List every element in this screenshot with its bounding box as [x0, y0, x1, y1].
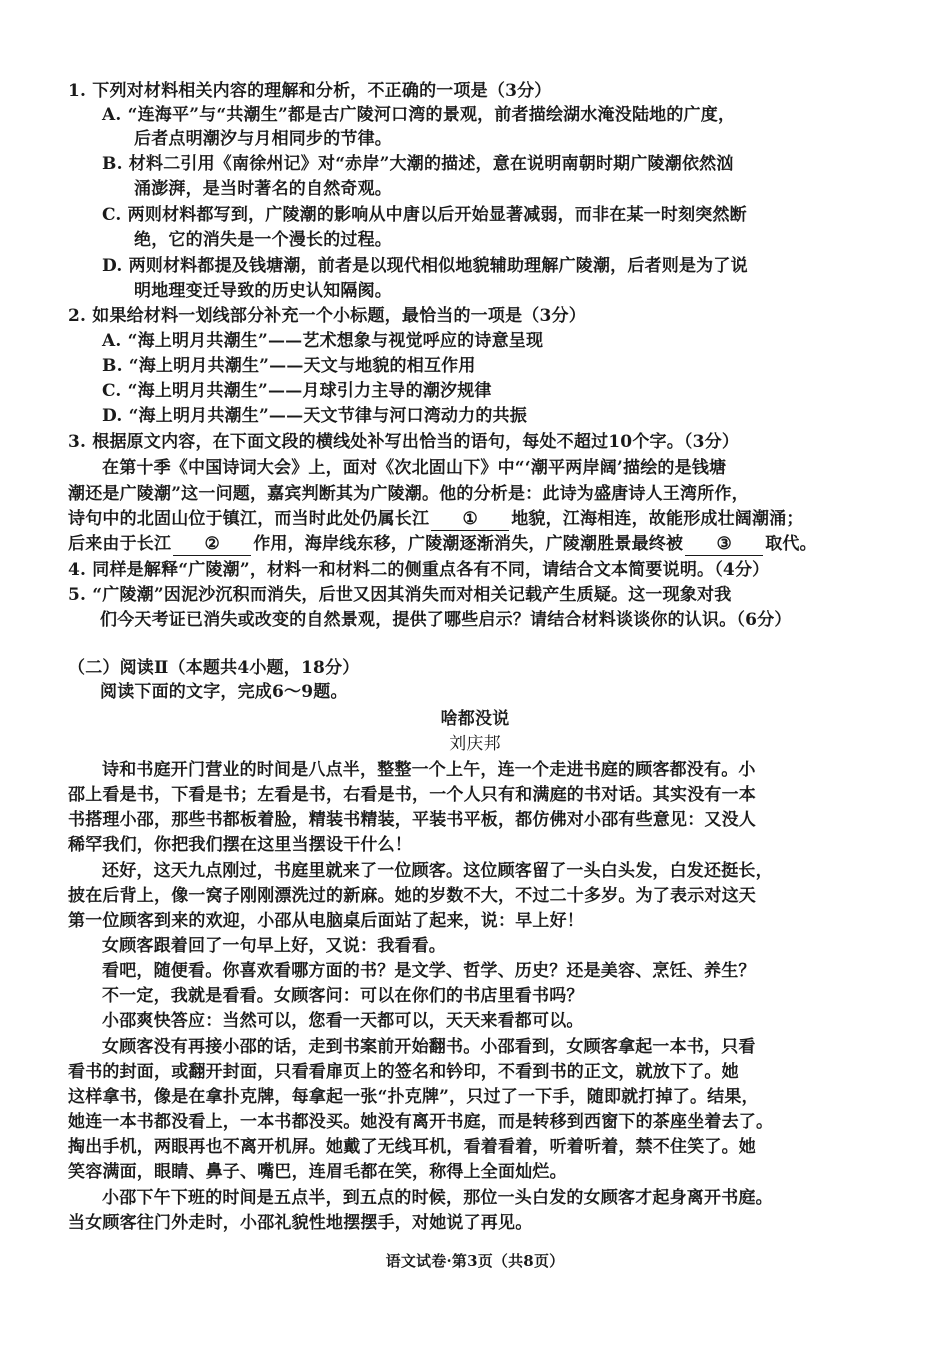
q3-blank-2: ②	[173, 533, 251, 556]
q3-passage-line2: 潮还是广陵潮”这一问题，嘉宾判断其为广陵潮。他的分析是：此诗为盛唐诗人王湾所作，	[68, 484, 749, 504]
story-line: 邵上看是书，下看是书；左看是书，右看是书，一个人只有和满庭的书对话。其实没有一本	[68, 785, 756, 805]
q2-option-c: C. “海上明月共潮生”——月球引力主导的潮汐规律	[102, 381, 492, 401]
story-line: 还好，这天九点刚过，书庭里就来了一位顾客。这位顾客留了一头白头发，白发还挺长，	[102, 861, 773, 881]
story-line: 女顾客没有再接小邵的话，走到书案前开始翻书。小邵看到，女顾客拿起一本书，只看	[102, 1037, 756, 1057]
q2-option-b: B. “海上明月共潮生”——天文与地貌的相互作用	[102, 356, 476, 376]
story-line: 笑容满面，眼睛、鼻子、嘴巴，连眉毛都在笑，称得上全面灿烂。	[68, 1162, 567, 1182]
q1-option-b-line2: 涌澎湃，是当时著名的自然奇观。	[134, 179, 392, 199]
q3-passage-line4-post: 取代。	[765, 534, 817, 554]
q3-passage-line3-pre: 诗句中的北固山位于镇江，而当时此处仍属长江	[68, 509, 430, 529]
story-line: 小邵下午下班的时间是五点半，到五点的时候，那位一头白发的女顾客才起身离开书庭。	[102, 1188, 773, 1208]
q3-stem: 3. 根据原文内容，在下面文段的横线处补写出恰当的语句，每处不超过10个字。（3分）	[68, 432, 740, 452]
q5-stem-line1: 5. “广陵潮”因泥沙沉积而消失，后世又因其消失而对相关记载产生质疑。这一现象对我	[68, 585, 732, 605]
story-line: 第一位顾客到来的欢迎，小邵从电脑桌后面站了起来，说：早上好！	[68, 911, 584, 931]
q3-passage-line1: 在第十季《中国诗词大会》上，面对《次北固山下》中“‘潮平两岸阔’描绘的是钱塘	[102, 458, 727, 478]
section-heading: （二）阅读Ⅱ（本题共4小题，18分）	[68, 658, 360, 678]
q1-option-a-line1: A. “连海平”与“共潮生”都是古广陵河口湾的景观，前者描绘湖水淹没陆地的广度，	[102, 105, 736, 125]
q2-option-d: D. “海上明月共潮生”——天文节律与河口湾动力的共振	[102, 406, 527, 426]
q1-option-b-line1: B. 材料二引用《南徐州记》对“赤岸”大潮的描述，意在说明南朝时期广陵潮依然汹	[102, 154, 734, 174]
q3-blank-3: ③	[685, 533, 763, 556]
q1-option-c-line2: 绝，它的消失是一个漫长的过程。	[134, 230, 392, 250]
story-author: 刘庆邦	[449, 734, 501, 754]
story-line: 看书的封面，或翻开封面，只看看扉页上的签名和钤印，不看到书的正文，就放下了。她	[68, 1062, 739, 1082]
story-line: 掏出手机，两眼再也不离开机屏。她戴了无线耳机，看着看着，听着听着，禁不住笑了。她	[68, 1137, 756, 1157]
q3-passage-line4	[68, 533, 817, 556]
story-line: 看吧，随便看。你喜欢看哪方面的书？是文学、哲学、历史？还是美容、烹饪、养生？	[102, 961, 756, 981]
q3-passage-line3-post: 地貌，江海相连，故能形成壮阔潮涌；	[511, 509, 804, 529]
q3-passage-line4-mid: 作用，海岸线东移，广陵潮逐渐消失，广陵潮胜景最终被	[253, 534, 684, 554]
q2-stem: 2. 如果给材料一划线部分补充一个小标题，最恰当的一项是（3分）	[68, 306, 586, 326]
q1-option-c-line1: C. 两则材料都写到，广陵潮的影响从中唐以后开始显著减弱，而非在某一时刻突然断	[102, 205, 747, 225]
story-line: 诗和书庭开门营业的时间是八点半，整整一个上午，连一个走进书庭的顾客都没有。小	[102, 760, 756, 780]
story-line: 她连一本书都没看上，一本书都没买。她没有离开书庭，而是转移到西窗下的茶座坐着去了。	[68, 1112, 774, 1132]
story-line: 女顾客跟着回了一句早上好，又说：我看看。	[102, 936, 446, 956]
story-line: 稀罕我们，你把我们摆在这里当摆设干什么！	[68, 835, 412, 855]
q1-option-a-line2: 后者点明潮汐与月相同步的节律。	[134, 129, 392, 149]
story-line: 当女顾客往门外走时，小邵礼貌性地摆摆手，对她说了再见。	[68, 1213, 533, 1233]
q3-passage-line4-pre: 后来由于长江	[68, 534, 172, 554]
q3-passage-line3	[68, 508, 804, 531]
q1-option-d-line1: D. 两则材料都提及钱塘潮，前者是以现代相似地貌辅助理解广陵潮，后者则是为了说	[102, 256, 748, 276]
q3-blank-1: ①	[431, 508, 509, 531]
story-line: 书搭理小邵，那些书都板着脸，精装书精装，平装书平板，都仿佛对小邵有些意见：又没人	[68, 810, 756, 830]
q1-option-d-line2: 明地理变迁导致的历史认知隔阂。	[134, 281, 392, 301]
section-instruction: 阅读下面的文字，完成6～9题。	[100, 682, 348, 702]
q5-stem-line2: 们今天考证已消失或改变的自然景观，提供了哪些启示？请结合材料谈谈你的认识。（6分）	[100, 610, 792, 630]
story-line: 不一定，我就是看看。女顾客问：可以在你们的书店里看书吗？	[102, 986, 584, 1006]
q2-option-a: A. “海上明月共潮生”——艺术想象与视觉呼应的诗意呈现	[102, 331, 544, 351]
story-line: 披在后背上，像一窝子刚刚漂洗过的新麻。她的岁数不大，不过二十多岁。为了表示对这天	[68, 886, 756, 906]
story-line: 小邵爽快答应：当然可以，您看一天都可以，天天来看都可以。	[102, 1011, 584, 1031]
story-title: 啥都没说	[440, 709, 510, 729]
q1-stem: 1. 下列对材料相关内容的理解和分析，不正确的一项是（3分）	[68, 81, 552, 101]
q4-stem: 4. 同样是解释“广陵潮”，材料一和材料二的侧重点各有不同，请结合文本简要说明。（4分）	[68, 560, 770, 580]
page-footer: 语文试卷·第3页（共8页）	[385, 1252, 565, 1270]
story-line: 这样拿书，像是在拿扑克牌，每拿起一张“扑克牌”，只过了一下手，随即就打掉了。结果，	[68, 1087, 759, 1107]
